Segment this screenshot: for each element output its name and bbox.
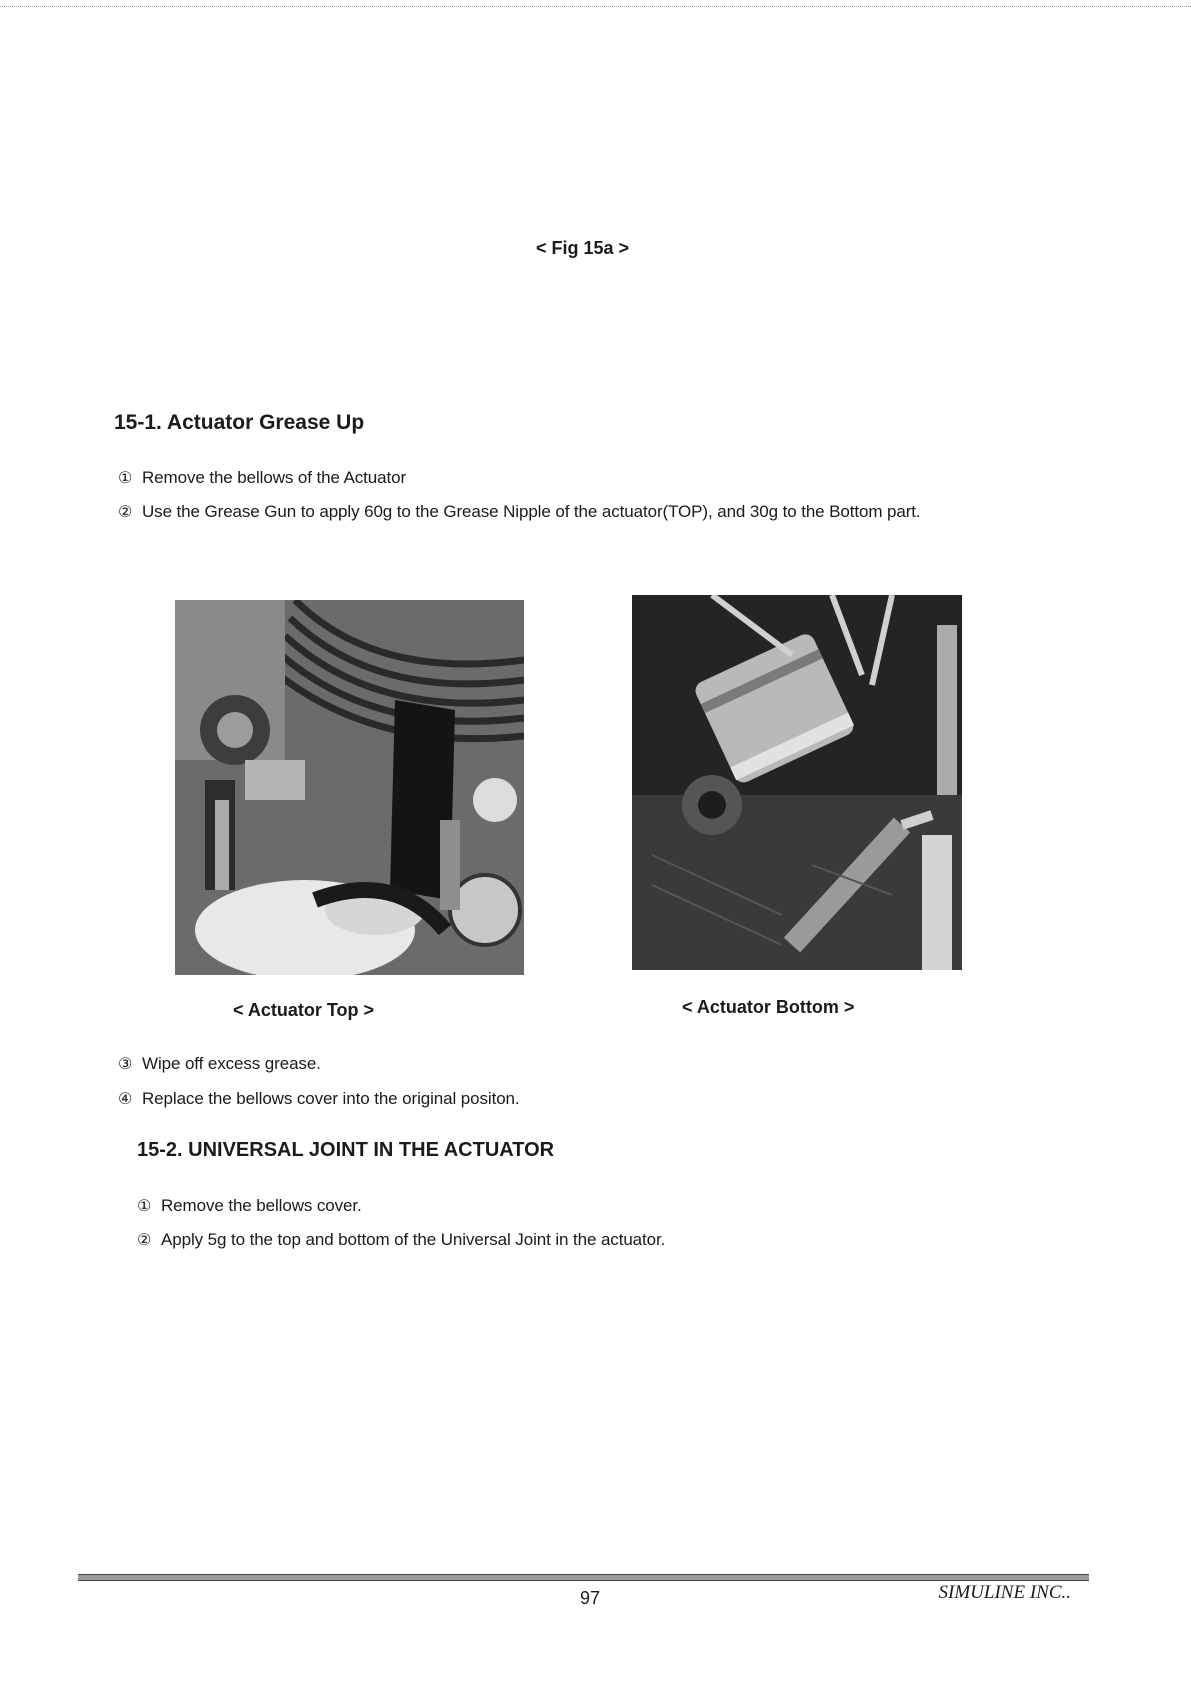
top-border (0, 6, 1191, 7)
step-text: Replace the bellows cover into the original positon. (142, 1089, 520, 1108)
page-number: 97 (579, 1588, 601, 1608)
actuator-top-photo (175, 600, 524, 975)
footer-rule (78, 1574, 1089, 1581)
photo-caption-actuator-bottom: < Actuator Bottom > (682, 997, 855, 1017)
step-text: Remove the bellows of the Actuator (142, 468, 407, 487)
section-heading-15-1: 15-1. Actuator Grease Up (114, 411, 365, 434)
step-item (118, 502, 921, 522)
section-heading-15-2: 15-2. UNIVERSAL JOINT IN THE ACTUATOR (137, 1139, 555, 1161)
step-item (118, 468, 406, 488)
step-text: Apply 5g to the top and bottom of the Universal Joint in the actuator. (161, 1230, 666, 1249)
actuator-bottom-photo (632, 595, 962, 970)
step-number: ② (137, 1232, 152, 1249)
step-number: ② (118, 504, 133, 521)
company-name: SIMULINE INC.. (938, 1582, 1071, 1603)
step-item (118, 1089, 520, 1109)
step-number: ① (118, 470, 133, 487)
photo-caption-actuator-top: < Actuator Top > (233, 1000, 375, 1020)
step-text: Use the Grease Gun to apply 60g to the Grease Nipple of the actuator(TOP), and 30g to the Bottom part. (142, 502, 921, 521)
step-item (118, 1054, 321, 1074)
step-text: Wipe off excess grease. (142, 1054, 321, 1073)
figure-caption: < Fig 15a > (536, 238, 630, 258)
step-text: Remove the bellows cover. (161, 1196, 362, 1215)
step-number: ③ (118, 1056, 133, 1073)
step-number: ① (137, 1198, 152, 1215)
step-number: ④ (118, 1091, 133, 1108)
step-item (137, 1230, 665, 1250)
step-item (137, 1196, 362, 1216)
